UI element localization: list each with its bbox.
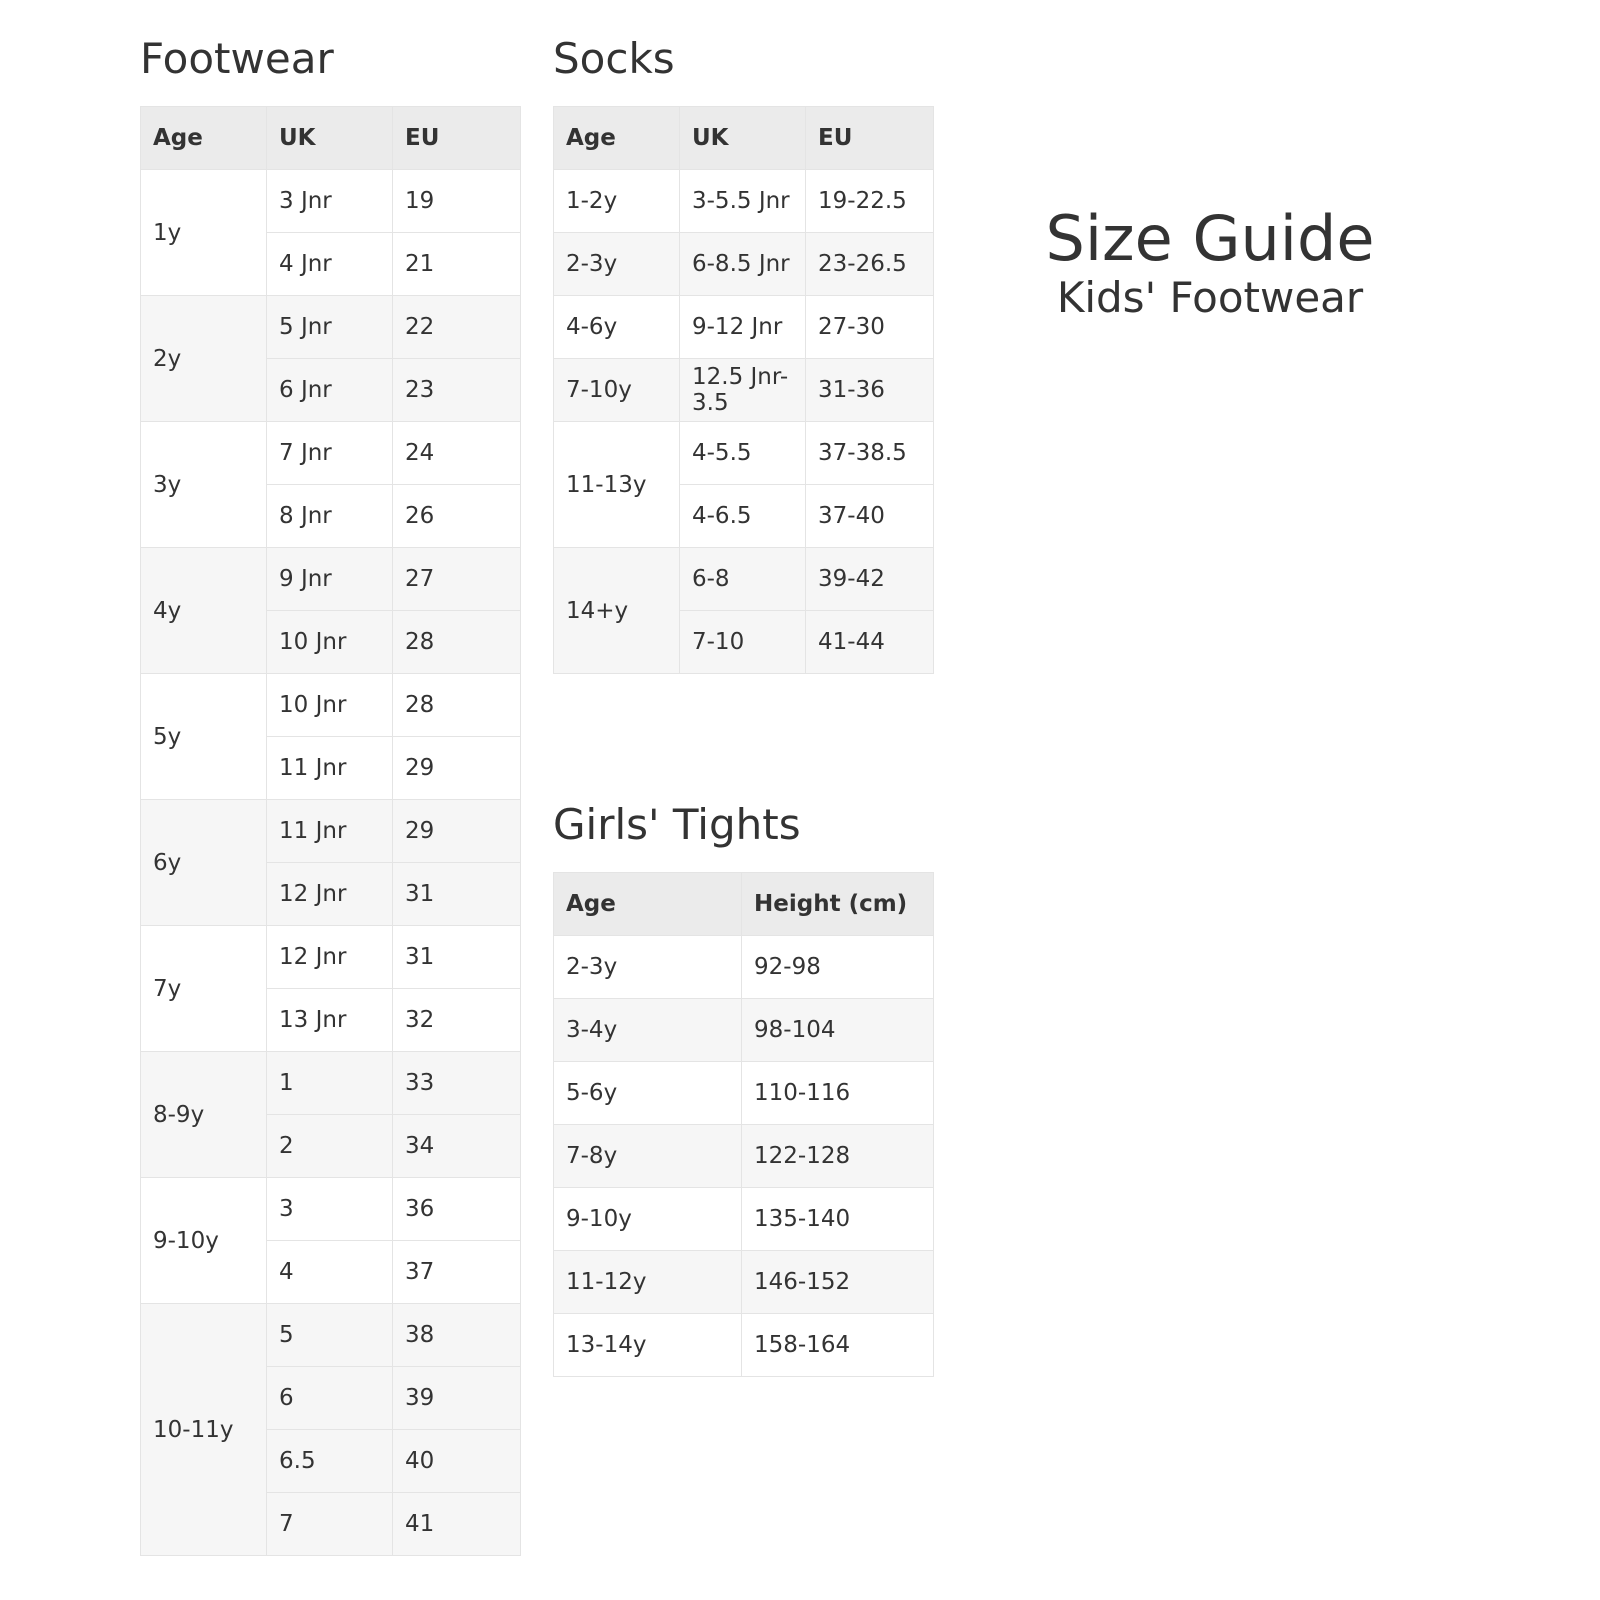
footwear-eu-cell: 32 (393, 989, 521, 1052)
footwear-row (141, 800, 521, 863)
tights-row (554, 936, 934, 999)
footwear-row (141, 170, 521, 233)
socks-uk-cell: 4-5.5 (680, 422, 806, 485)
socks-uk-cell: 7-10 (680, 611, 806, 674)
footwear-age-cell: 1y (141, 170, 267, 296)
socks-table (553, 106, 934, 674)
footwear-uk-cell: 7 (267, 1493, 393, 1556)
footwear-age-cell: 8-9y (141, 1052, 267, 1178)
footwear-uk-cell: 7 Jnr (267, 422, 393, 485)
socks-header-eu: EU (806, 107, 934, 170)
socks-uk-cell: 4-6.5 (680, 485, 806, 548)
socks-row (554, 296, 934, 359)
size-guide-title: Size Guide (1045, 202, 1375, 275)
tights-height-cell: 98-104 (742, 999, 934, 1062)
tights-row (554, 1062, 934, 1125)
socks-eu-cell: 19-22.5 (806, 170, 934, 233)
footwear-eu-cell: 29 (393, 737, 521, 800)
tights-header-height: Height (cm) (742, 873, 934, 936)
socks-header-uk: UK (680, 107, 806, 170)
footwear-eu-cell: 27 (393, 548, 521, 611)
footwear-uk-cell: 10 Jnr (267, 611, 393, 674)
socks-age-cell: 7-10y (554, 359, 680, 422)
socks-title: Socks (553, 34, 675, 83)
footwear-eu-cell: 31 (393, 863, 521, 926)
footwear-uk-cell: 3 Jnr (267, 170, 393, 233)
tights-age-cell: 7-8y (554, 1125, 742, 1188)
footwear-uk-cell: 12 Jnr (267, 863, 393, 926)
footwear-eu-cell: 40 (393, 1430, 521, 1493)
footwear-row (141, 1052, 521, 1115)
tights-title: Girls' Tights (553, 800, 801, 849)
tights-age-cell: 5-6y (554, 1062, 742, 1125)
socks-age-cell: 4-6y (554, 296, 680, 359)
socks-eu-cell: 37-38.5 (806, 422, 934, 485)
footwear-header-eu: EU (393, 107, 521, 170)
footwear-eu-cell: 31 (393, 926, 521, 989)
footwear-eu-cell: 24 (393, 422, 521, 485)
tights-height-cell: 92-98 (742, 936, 934, 999)
socks-eu-cell: 27-30 (806, 296, 934, 359)
socks-row (554, 548, 934, 611)
tights-age-cell: 13-14y (554, 1314, 742, 1377)
footwear-row (141, 674, 521, 737)
footwear-uk-cell: 6 Jnr (267, 359, 393, 422)
footwear-eu-cell: 22 (393, 296, 521, 359)
footwear-eu-cell: 26 (393, 485, 521, 548)
socks-age-cell: 1-2y (554, 170, 680, 233)
footwear-age-cell: 3y (141, 422, 267, 548)
footwear-age-cell: 7y (141, 926, 267, 1052)
footwear-uk-cell: 6.5 (267, 1430, 393, 1493)
footwear-row (141, 296, 521, 359)
footwear-age-cell: 9-10y (141, 1178, 267, 1304)
footwear-uk-cell: 6 (267, 1367, 393, 1430)
tights-table (553, 872, 934, 1377)
socks-eu-cell: 31-36 (806, 359, 934, 422)
footwear-row (141, 548, 521, 611)
footwear-age-cell: 6y (141, 800, 267, 926)
socks-age-cell: 14+y (554, 548, 680, 674)
footwear-age-cell: 10-11y (141, 1304, 267, 1556)
footwear-eu-cell: 28 (393, 674, 521, 737)
footwear-uk-cell: 5 Jnr (267, 296, 393, 359)
footwear-eu-cell: 34 (393, 1115, 521, 1178)
tights-height-cell: 110-116 (742, 1062, 934, 1125)
socks-uk-cell: 6-8 (680, 548, 806, 611)
footwear-row (141, 1304, 521, 1367)
size-guide-subtitle: Kids' Footwear (1056, 273, 1364, 323)
size-guide-heading (1000, 202, 1420, 324)
footwear-age-cell: 4y (141, 548, 267, 674)
socks-uk-cell: 12.5 Jnr-3.5 (680, 359, 806, 422)
footwear-uk-cell: 4 Jnr (267, 233, 393, 296)
tights-height-cell: 135-140 (742, 1188, 934, 1251)
socks-eu-cell: 23-26.5 (806, 233, 934, 296)
footwear-eu-cell: 38 (393, 1304, 521, 1367)
footwear-eu-cell: 39 (393, 1367, 521, 1430)
socks-age-cell: 11-13y (554, 422, 680, 548)
footwear-eu-cell: 19 (393, 170, 521, 233)
tights-age-cell: 9-10y (554, 1188, 742, 1251)
footwear-uk-cell: 9 Jnr (267, 548, 393, 611)
tights-age-cell: 3-4y (554, 999, 742, 1062)
footwear-eu-cell: 36 (393, 1178, 521, 1241)
socks-row (554, 233, 934, 296)
footwear-row (141, 1178, 521, 1241)
footwear-row (141, 926, 521, 989)
footwear-age-cell: 2y (141, 296, 267, 422)
socks-age-cell: 2-3y (554, 233, 680, 296)
footwear-eu-cell: 37 (393, 1241, 521, 1304)
footwear-header-age: Age (141, 107, 267, 170)
footwear-age-cell: 5y (141, 674, 267, 800)
footwear-uk-cell: 8 Jnr (267, 485, 393, 548)
tights-row (554, 1188, 934, 1251)
socks-uk-cell: 6-8.5 Jnr (680, 233, 806, 296)
socks-eu-cell: 37-40 (806, 485, 934, 548)
footwear-eu-cell: 23 (393, 359, 521, 422)
socks-eu-cell: 39-42 (806, 548, 934, 611)
tights-age-cell: 11-12y (554, 1251, 742, 1314)
footwear-uk-cell: 3 (267, 1178, 393, 1241)
footwear-table (140, 106, 521, 1556)
footwear-uk-cell: 11 Jnr (267, 737, 393, 800)
socks-row (554, 359, 934, 422)
footwear-row (141, 422, 521, 485)
footwear-uk-cell: 11 Jnr (267, 800, 393, 863)
footwear-uk-cell: 12 Jnr (267, 926, 393, 989)
footwear-uk-cell: 2 (267, 1115, 393, 1178)
tights-row (554, 999, 934, 1062)
footwear-uk-cell: 4 (267, 1241, 393, 1304)
tights-row (554, 1314, 934, 1377)
socks-uk-cell: 3-5.5 Jnr (680, 170, 806, 233)
footwear-header-uk: UK (267, 107, 393, 170)
footwear-eu-cell: 41 (393, 1493, 521, 1556)
socks-row (554, 170, 934, 233)
footwear-eu-cell: 28 (393, 611, 521, 674)
footwear-uk-cell: 13 Jnr (267, 989, 393, 1052)
socks-header-age: Age (554, 107, 680, 170)
footwear-uk-cell: 10 Jnr (267, 674, 393, 737)
socks-uk-cell: 9-12 Jnr (680, 296, 806, 359)
tights-height-cell: 122-128 (742, 1125, 934, 1188)
socks-eu-cell: 41-44 (806, 611, 934, 674)
footwear-eu-cell: 29 (393, 800, 521, 863)
footwear-eu-cell: 21 (393, 233, 521, 296)
footwear-uk-cell: 5 (267, 1304, 393, 1367)
footwear-uk-cell: 1 (267, 1052, 393, 1115)
tights-header-age: Age (554, 873, 742, 936)
tights-height-cell: 158-164 (742, 1314, 934, 1377)
tights-height-cell: 146-152 (742, 1251, 934, 1314)
socks-row (554, 422, 934, 485)
footwear-title: Footwear (140, 34, 334, 83)
tights-row (554, 1251, 934, 1314)
tights-row (554, 1125, 934, 1188)
tights-age-cell: 2-3y (554, 936, 742, 999)
footwear-eu-cell: 33 (393, 1052, 521, 1115)
